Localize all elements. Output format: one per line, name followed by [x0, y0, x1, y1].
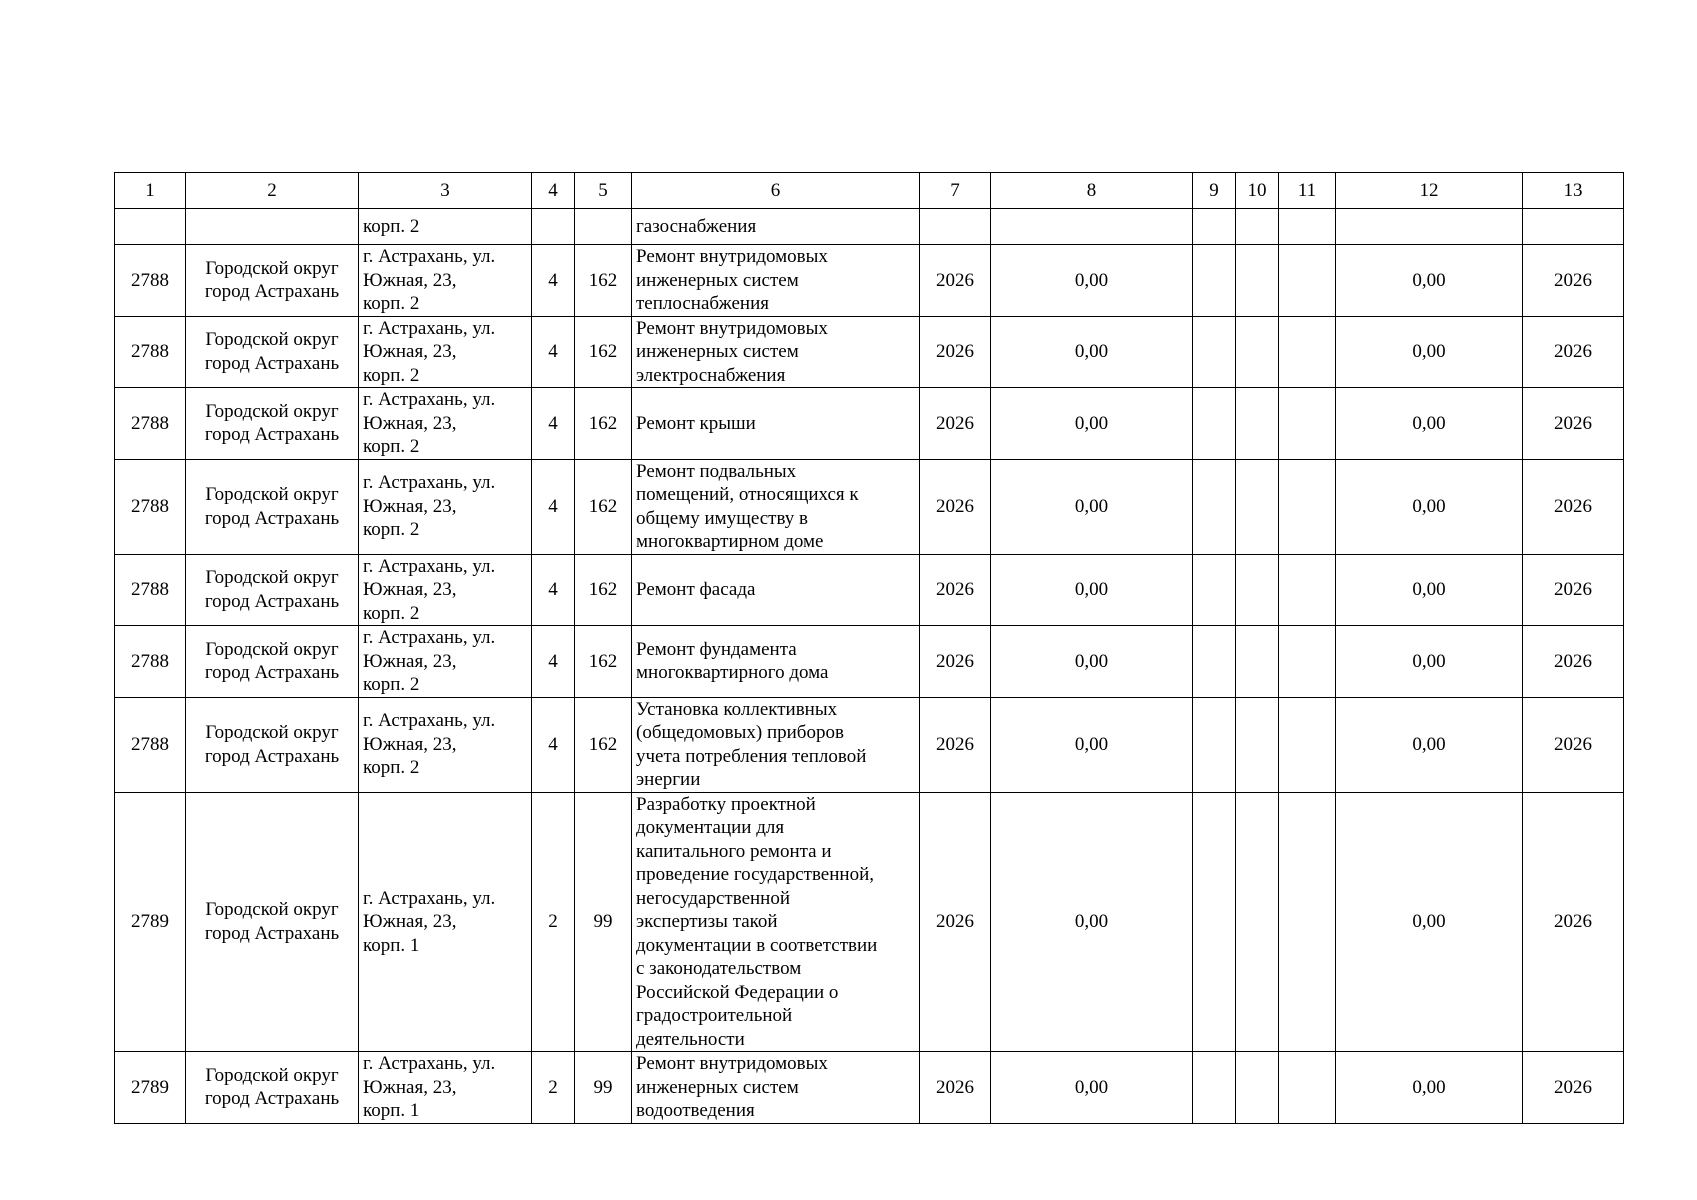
empty-cell — [186, 209, 359, 245]
table-row — [115, 388, 1624, 460]
col11-cell — [1279, 388, 1336, 460]
col11-cell — [1279, 316, 1336, 388]
col12-cell: 0,00 — [1336, 388, 1523, 460]
col13-cell: 2026 — [1523, 316, 1624, 388]
cell-line: г. Астрахань, ул. — [363, 555, 496, 577]
cell-line: город Астрахань — [204, 424, 340, 446]
municipality-cell — [186, 316, 359, 388]
municipality-cell — [186, 1052, 359, 1124]
col10-cell — [1236, 626, 1279, 698]
column-number: 1 — [115, 173, 186, 209]
row-number-cell: 2788 — [115, 459, 186, 554]
municipality-cell — [186, 245, 359, 317]
col13-cell: 2026 — [1523, 388, 1624, 460]
empty-cell — [575, 209, 632, 245]
address-cell — [359, 245, 532, 317]
address-cell — [359, 1052, 532, 1124]
row-number-cell: 2788 — [115, 316, 186, 388]
cost-cell: 0,00 — [991, 626, 1193, 698]
empty-cell — [920, 209, 991, 245]
cell-line: градостроительной — [636, 1005, 793, 1026]
col10-cell — [1236, 316, 1279, 388]
col4-cell: 2 — [532, 1052, 575, 1124]
cell-line: Ремонт фундамента — [636, 638, 797, 660]
col11-cell — [1279, 459, 1336, 554]
cell-line: корп. 1 — [363, 1100, 420, 1121]
col9-cell — [1193, 554, 1236, 626]
cell-line: помещений, относящихся к — [636, 484, 859, 505]
table-row — [115, 1052, 1624, 1124]
cell-line: водоотведения — [636, 1100, 755, 1121]
table-row — [115, 697, 1624, 792]
year-cell: 2026 — [920, 388, 991, 460]
cell-line: г. Астрахань, ул. — [363, 627, 496, 648]
cell-line: г. Астрахань, ул. — [363, 317, 496, 339]
col5-cell: 162 — [575, 316, 632, 388]
cost-cell: 0,00 — [991, 245, 1193, 317]
column-number: 8 — [991, 173, 1193, 209]
row-number-cell: 2788 — [115, 554, 186, 626]
column-number: 4 — [532, 173, 575, 209]
address-cell: корп. 2 — [359, 209, 532, 245]
cell-line: энергии — [636, 769, 701, 790]
col11-cell — [1279, 245, 1336, 317]
table-row — [115, 626, 1624, 698]
col10-cell — [1236, 554, 1279, 626]
cell-line: Городской округ — [205, 899, 339, 921]
cost-cell: 0,00 — [991, 459, 1193, 554]
col5-cell: 99 — [575, 1052, 632, 1124]
cell-line: город Астрахань — [204, 352, 340, 374]
capital-repair-table — [114, 172, 1624, 1124]
table-row — [115, 316, 1624, 388]
col11-cell — [1279, 697, 1336, 792]
col10-cell — [1236, 697, 1279, 792]
empty-cell — [1523, 209, 1624, 245]
cell-line: г. Астрахань, ул. — [363, 389, 496, 410]
col13-cell: 2026 — [1523, 792, 1624, 1052]
column-number: 7 — [920, 173, 991, 209]
column-number-row — [115, 173, 1624, 209]
cell-line: Южная, 23, — [363, 911, 457, 932]
col12-cell: 0,00 — [1336, 316, 1523, 388]
cell-line: Южная, 23, — [363, 650, 457, 672]
col4-cell: 4 — [532, 459, 575, 554]
col11-cell — [1279, 792, 1336, 1052]
col4-cell: 2 — [532, 792, 575, 1052]
cell-line: Южная, 23, — [363, 1076, 457, 1098]
cell-line: общему имуществу в — [636, 507, 809, 529]
col4-cell: 4 — [532, 697, 575, 792]
cell-line: теплоснабжения — [636, 293, 769, 314]
column-number: 12 — [1336, 173, 1523, 209]
cell-line: г. Астрахань, ул. — [363, 710, 496, 732]
cell-line: Городской округ — [205, 567, 339, 589]
empty-cell — [532, 209, 575, 245]
cell-line: корп. 2 — [363, 602, 420, 624]
cost-cell: 0,00 — [991, 697, 1193, 792]
year-cell: 2026 — [920, 626, 991, 698]
col9-cell — [1193, 697, 1236, 792]
work-cell — [632, 697, 920, 792]
col10-cell — [1236, 459, 1279, 554]
cell-line: Ремонт подвальных — [636, 460, 797, 482]
cell-line: корп. 2 — [363, 293, 420, 314]
cell-line: Ремонт внутридомовых — [636, 317, 828, 339]
cell-line: многоквартирного дома — [636, 662, 829, 684]
cell-line: корп. 1 — [363, 934, 420, 956]
cell-line: негосударственной — [636, 887, 791, 909]
work-cell: газоснабжения — [632, 209, 920, 245]
cell-line: г. Астрахань, ул. — [363, 887, 496, 909]
table-row — [115, 554, 1624, 626]
address-cell — [359, 792, 532, 1052]
work-cell — [632, 459, 920, 554]
cell-line: город Астрахань — [204, 507, 340, 529]
cell-line: г. Астрахань, ул. — [363, 1053, 496, 1074]
cell-line: Разработку проектной — [636, 793, 816, 815]
cell-line: корп. 2 — [363, 519, 420, 541]
work-cell — [632, 1052, 920, 1124]
continuation-row — [115, 209, 1624, 245]
work-cell — [632, 792, 920, 1052]
year-cell: 2026 — [920, 316, 991, 388]
cell-line: Ремонт крыши — [636, 412, 756, 434]
municipality-cell — [186, 554, 359, 626]
table-body — [115, 245, 1624, 1124]
empty-cell — [1236, 209, 1279, 245]
cost-cell: 0,00 — [991, 388, 1193, 460]
col12-cell: 0,00 — [1336, 459, 1523, 554]
address-cell — [359, 459, 532, 554]
cell-line: инженерных систем — [636, 1076, 799, 1098]
col9-cell — [1193, 316, 1236, 388]
table-row — [115, 792, 1624, 1052]
cell-line: город Астрахань — [204, 745, 340, 767]
cell-line: Ремонт фасада — [636, 579, 756, 600]
address-cell — [359, 316, 532, 388]
col5-cell: 162 — [575, 388, 632, 460]
cell-line: документации в соответствии — [636, 934, 878, 956]
column-number: 2 — [186, 173, 359, 209]
empty-cell — [1193, 209, 1236, 245]
address-cell — [359, 697, 532, 792]
empty-cell — [115, 209, 186, 245]
year-cell: 2026 — [920, 459, 991, 554]
cell-line: город Астрахань — [204, 1088, 340, 1110]
cell-line: (общедомовых) приборов — [636, 722, 844, 743]
year-cell: 2026 — [920, 697, 991, 792]
cell-line: корп. 2 — [363, 674, 420, 695]
cell-line: Южная, 23, — [363, 579, 457, 600]
year-cell: 2026 — [920, 245, 991, 317]
col11-cell — [1279, 626, 1336, 698]
col13-cell: 2026 — [1523, 245, 1624, 317]
col10-cell — [1236, 245, 1279, 317]
col9-cell — [1193, 388, 1236, 460]
col5-cell: 99 — [575, 792, 632, 1052]
cell-line: Городской округ — [205, 257, 339, 279]
year-cell: 2026 — [920, 554, 991, 626]
municipality-cell — [186, 792, 359, 1052]
col13-cell: 2026 — [1523, 697, 1624, 792]
cell-line: Городской округ — [205, 400, 339, 422]
cell-line: Городской округ — [205, 484, 339, 505]
address-cell — [359, 554, 532, 626]
cell-line: корп. 2 — [363, 436, 420, 457]
col5-cell: 162 — [575, 697, 632, 792]
cell-line: Городской округ — [205, 329, 339, 351]
cell-line: г. Астрахань, ул. — [363, 472, 496, 494]
col12-cell: 0,00 — [1336, 554, 1523, 626]
cell-line: инженерных систем — [636, 341, 799, 362]
col5-cell: 162 — [575, 459, 632, 554]
column-number: 10 — [1236, 173, 1279, 209]
cell-line: корп. 2 — [363, 757, 420, 779]
col4-cell: 4 — [532, 626, 575, 698]
cell-line: город Астрахань — [204, 590, 340, 612]
cost-cell: 0,00 — [991, 554, 1193, 626]
cell-line: Установка коллективных — [636, 698, 838, 720]
col13-cell: 2026 — [1523, 626, 1624, 698]
municipality-cell — [186, 626, 359, 698]
work-cell — [632, 626, 920, 698]
cell-line: Южная, 23, — [363, 495, 457, 517]
address-cell — [359, 388, 532, 460]
municipality-cell — [186, 697, 359, 792]
cell-line: Ремонт внутридомовых — [636, 1053, 828, 1074]
cell-line: г. Астрахань, ул. — [363, 246, 496, 267]
col11-cell — [1279, 554, 1336, 626]
row-number-cell: 2788 — [115, 697, 186, 792]
table-row — [115, 459, 1624, 554]
col13-cell: 2026 — [1523, 1052, 1624, 1124]
col4-cell: 4 — [532, 245, 575, 317]
col9-cell — [1193, 1052, 1236, 1124]
col4-cell: 4 — [532, 554, 575, 626]
col13-cell: 2026 — [1523, 554, 1624, 626]
col5-cell: 162 — [575, 554, 632, 626]
municipality-cell — [186, 459, 359, 554]
cell-line: Городской округ — [205, 722, 339, 743]
cell-line: город Астрахань — [204, 922, 340, 944]
column-number: 3 — [359, 173, 532, 209]
row-number-cell: 2788 — [115, 245, 186, 317]
table-row — [115, 245, 1624, 317]
col11-cell — [1279, 1052, 1336, 1124]
cell-line: деятельности — [636, 1028, 745, 1050]
cell-line: с законодательством — [636, 958, 802, 979]
empty-cell — [991, 209, 1193, 245]
column-number: 6 — [632, 173, 920, 209]
cell-line: город Астрахань — [204, 662, 340, 684]
col12-cell: 0,00 — [1336, 626, 1523, 698]
col12-cell: 0,00 — [1336, 1052, 1523, 1124]
cost-cell: 0,00 — [991, 1052, 1193, 1124]
cell-line: Южная, 23, — [363, 733, 457, 755]
empty-cell — [1279, 209, 1336, 245]
year-cell: 2026 — [920, 792, 991, 1052]
cell-line: электроснабжения — [636, 364, 786, 386]
cell-line: Южная, 23, — [363, 341, 457, 362]
cell-line: экспертизы такой — [636, 911, 778, 932]
work-cell — [632, 554, 920, 626]
col13-cell: 2026 — [1523, 459, 1624, 554]
row-number-cell: 2789 — [115, 1052, 186, 1124]
row-number-cell: 2788 — [115, 626, 186, 698]
year-cell: 2026 — [920, 1052, 991, 1124]
col9-cell — [1193, 459, 1236, 554]
col5-cell: 162 — [575, 245, 632, 317]
cell-line: Южная, 23, — [363, 269, 457, 291]
col9-cell — [1193, 245, 1236, 317]
work-cell — [632, 388, 920, 460]
col9-cell — [1193, 626, 1236, 698]
cost-cell: 0,00 — [991, 792, 1193, 1052]
row-number-cell: 2788 — [115, 388, 186, 460]
col10-cell — [1236, 792, 1279, 1052]
address-cell — [359, 626, 532, 698]
col4-cell: 4 — [532, 388, 575, 460]
column-number: 13 — [1523, 173, 1624, 209]
col10-cell — [1236, 1052, 1279, 1124]
col5-cell: 162 — [575, 626, 632, 698]
col9-cell — [1193, 792, 1236, 1052]
work-cell — [632, 245, 920, 317]
cell-line: Ремонт внутридомовых — [636, 246, 828, 267]
cell-line: документации для — [636, 817, 785, 838]
cell-line: учета потребления тепловой — [636, 745, 867, 767]
cell-line: корп. 2 — [363, 364, 420, 386]
cell-line: Городской округ — [205, 1064, 339, 1086]
empty-cell — [1336, 209, 1523, 245]
cell-line: проведение государственной, — [636, 864, 874, 885]
cell-line: капитального ремонта и — [636, 840, 832, 862]
cell-line: город Астрахань — [204, 281, 340, 303]
cell-line: Российской Федерации о — [636, 981, 839, 1003]
cell-line: инженерных систем — [636, 269, 799, 291]
row-number-cell: 2789 — [115, 792, 186, 1052]
cost-cell: 0,00 — [991, 316, 1193, 388]
work-cell — [632, 316, 920, 388]
column-number: 5 — [575, 173, 632, 209]
col4-cell: 4 — [532, 316, 575, 388]
col12-cell: 0,00 — [1336, 245, 1523, 317]
column-number: 11 — [1279, 173, 1336, 209]
cell-line: Южная, 23, — [363, 412, 457, 434]
municipality-cell — [186, 388, 359, 460]
col12-cell: 0,00 — [1336, 697, 1523, 792]
cell-line: многоквартирном доме — [636, 531, 824, 552]
column-number: 9 — [1193, 173, 1236, 209]
col12-cell: 0,00 — [1336, 792, 1523, 1052]
col10-cell — [1236, 388, 1279, 460]
cell-line: Городской округ — [205, 638, 339, 660]
